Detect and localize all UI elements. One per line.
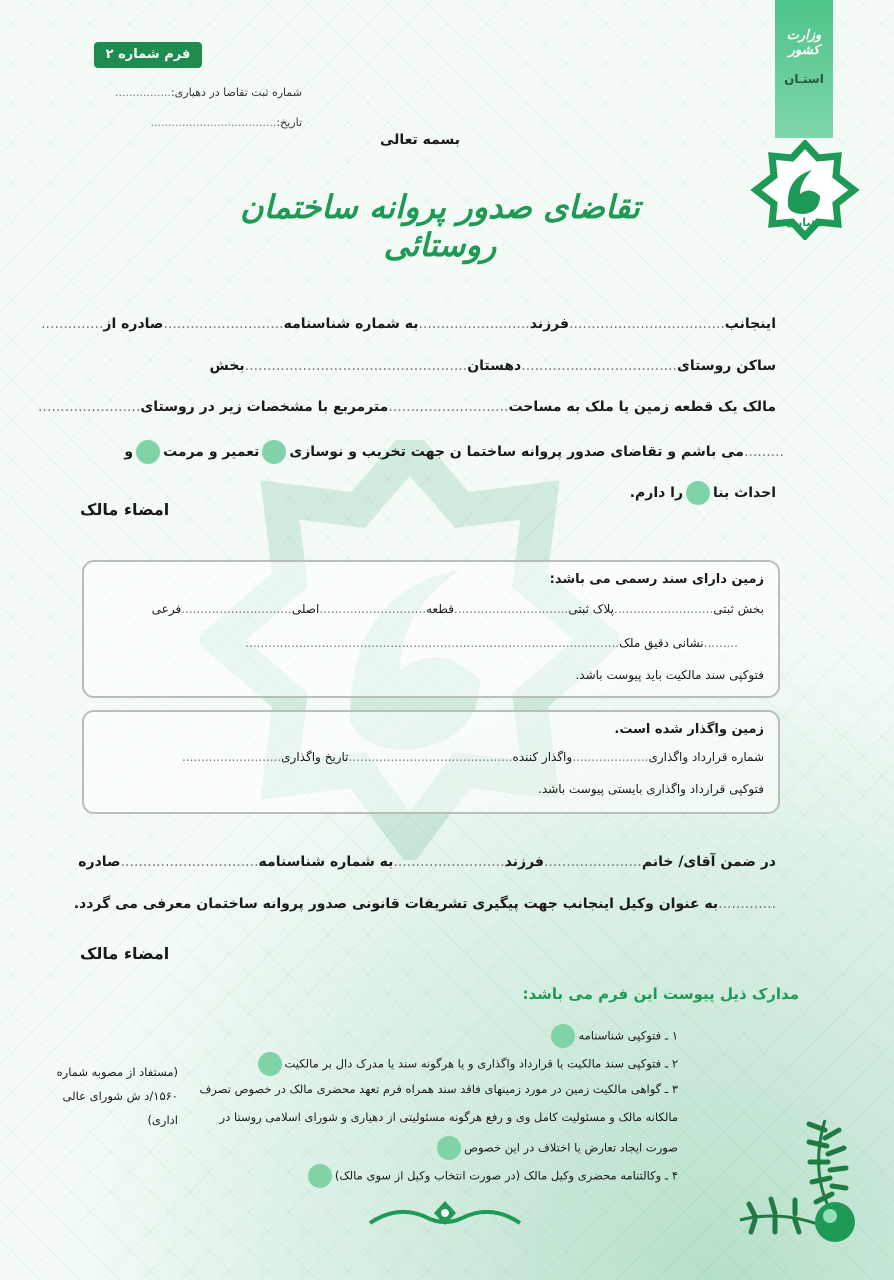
applicant-line-4: .........می باشم و تقاضای صدور پروانه ساختما ن جهت تخریب و نوسازیتعمیر و مرمتو bbox=[124, 440, 784, 464]
side-note-line-3: اداری) bbox=[147, 1113, 178, 1127]
attachment-item-3 bbox=[200, 1082, 679, 1096]
label-mr-mrs: در ضمن آقای/ خانم bbox=[641, 854, 776, 870]
label-child-of: فرزند bbox=[529, 316, 570, 332]
ministry-header-strip bbox=[775, 0, 833, 138]
attachment-item-4 bbox=[305, 1164, 678, 1188]
transfer-heading: زمین واگذار شده است. bbox=[614, 722, 764, 737]
label-attorney-id: به شماره شناسنامه bbox=[258, 854, 394, 870]
transferred-land-box bbox=[82, 710, 780, 814]
transfer-fields-row: شماره قرارداد واگذاری....................واگذار کننده...........................................تاریخ واگذاری.......................... bbox=[181, 750, 764, 764]
label-sub: فرعی bbox=[151, 602, 182, 616]
label-id-number: به شماره شناسنامه bbox=[283, 316, 419, 332]
applicant-line-3: مالک یک قطعه زمین یا ملک به مساحت...........................مترمربع با مشخصات زیر در روستای....................... bbox=[38, 399, 776, 415]
form-number-badge: فرم شماره ۲ bbox=[94, 42, 202, 68]
label-registry-section: بخش ثبتی bbox=[713, 602, 764, 616]
label-new-construction: احداث بنا bbox=[713, 485, 776, 501]
date-label: تاریخ: bbox=[276, 116, 302, 129]
registration-number-label: شماره ثبت تقاضا در دهیاری: bbox=[170, 86, 302, 99]
label-demolish-rebuild: می باشم و تقاضای صدور پروانه ساختما ن جهت تخریب و نوسازی bbox=[289, 444, 744, 460]
new-construction-checkbox[interactable] bbox=[686, 481, 710, 505]
label-attorney-issued: صادره bbox=[78, 854, 121, 870]
side-note-line-2: ۱۵۶۰/د ش شورای عالی bbox=[62, 1089, 178, 1103]
deed-note: فتوکپی سند مالکیت باید پیوست باشد. bbox=[575, 668, 764, 682]
label-address: نشانی دقیق ملک bbox=[619, 636, 704, 650]
attorney-line-2: .............به عنوان وکیل اینجانب جهت پیگیری تشریفات قانونی صدور پروانه ساختمان معرفی می گردد. bbox=[73, 896, 776, 912]
deed-heading: زمین دارای سند رسمی می باشد: bbox=[549, 572, 764, 587]
label-area: مالک یک قطعه زمین یا ملک به مساحت bbox=[508, 399, 776, 415]
label-transferor: واگذار کننده bbox=[512, 750, 573, 764]
bottom-ornament-icon bbox=[360, 1195, 530, 1235]
registration-number-line: شماره ثبت تقاضا در دهیاری:................ bbox=[114, 86, 302, 99]
date-line: تاریخ:.................................... bbox=[150, 116, 302, 129]
attachment-checkbox-4[interactable] bbox=[308, 1164, 332, 1188]
label-registry-plate: پلاک ثبتی bbox=[568, 602, 615, 616]
demolish-rebuild-checkbox[interactable] bbox=[262, 440, 286, 464]
label-village: ساکن روستای bbox=[677, 358, 776, 374]
attachment-item-1 bbox=[548, 1024, 678, 1048]
applicant-line-1: اینجانب...................................فرزند.........................به شماره شناسنامه...........................صادره از.............. bbox=[41, 316, 776, 332]
attachment-item-3-cont-1: مالکانه مالک و مسئولیت کامل وی و رفع هرگونه مسئولیتی از دهیاری و شورای اسلامی روستا در bbox=[219, 1110, 678, 1124]
official-deed-box bbox=[82, 560, 780, 698]
side-note-line-1: (مستفاد از مصوبه شماره bbox=[56, 1065, 178, 1079]
deed-fields-row: بخش ثبتی..........................پلاک ثبتی..............................قطعه............................اصلی.............................فرعی bbox=[151, 602, 764, 616]
owner-signature: امضاء مالک bbox=[80, 500, 170, 519]
owner-signature-2: امضاء مالک bbox=[80, 944, 170, 963]
repair-checkbox[interactable] bbox=[136, 440, 160, 464]
label-request: را دارم. bbox=[629, 485, 684, 501]
attorney-statement: به عنوان وکیل اینجانب جهت پیگیری تشریفات قانونی صدور پروانه ساختمان معرفی می گردد. bbox=[73, 896, 719, 912]
corner-ornament-icon bbox=[730, 1110, 870, 1250]
ministry-name: وزارت کشور bbox=[786, 28, 822, 58]
label-applicant: اینجانب bbox=[724, 316, 776, 332]
attachments-title: مدارک ذیل پیوست این فرم می باشد: bbox=[522, 985, 799, 1003]
label-attorney-child-of: فرزند bbox=[504, 854, 544, 870]
attachment-text-3b: صورت ایجاد تعارض یا اختلاف در این خصوص bbox=[464, 1140, 678, 1155]
dehyari-logo-icon bbox=[750, 140, 860, 240]
label-district: بخش bbox=[209, 358, 245, 374]
attachment-checkbox-3[interactable] bbox=[437, 1136, 461, 1160]
label-and: و bbox=[124, 444, 134, 460]
attachment-text-4: ۴ ـ وکالتنامه محضری وکیل مالک (در صورت انتخاب وکیل از سوی مالک) bbox=[334, 1168, 678, 1183]
label-parcel: قطعه bbox=[426, 602, 454, 616]
attachment-checkbox-2[interactable] bbox=[258, 1052, 282, 1076]
label-rural-district: دهستان bbox=[467, 358, 522, 374]
attachment-text-3: ۳ ـ گواهی مالکیت زمین در مورد زمینهای فاقد سند همراه فرم تعهد محضری مالک در خصوص تصرف bbox=[199, 1082, 678, 1096]
attachment-item-2 bbox=[255, 1052, 679, 1076]
deed-address-row: .........نشانی دقیق ملک.................................................................................................. bbox=[245, 636, 738, 650]
label-issued-from: صادره از bbox=[103, 316, 164, 332]
applicant-line-5 bbox=[630, 481, 776, 505]
basmala: بسمه تعالی bbox=[379, 132, 461, 148]
applicant-line-2: ساکن روستای...................................دهستان..................................................بخش bbox=[209, 358, 776, 374]
label-main: اصلی bbox=[291, 602, 320, 616]
label-transfer-date: تاریخ واگذاری bbox=[281, 750, 349, 764]
attachment-checkbox-1[interactable] bbox=[551, 1024, 575, 1048]
attachment-item-3-cont-2 bbox=[434, 1136, 678, 1160]
transfer-note: فتوکپی قرارداد واگذاری بایستی پیوست باشد. bbox=[538, 782, 764, 796]
attachment-text-2: ۲ ـ فتوکپی سند مالکیت یا قرارداد واگذاری و یا هرگونه سند یا مدرک دال بر مالکیت bbox=[284, 1056, 678, 1071]
page-title: تقاضای صدور پروانه ساختمان روستائی bbox=[240, 188, 640, 264]
province-label: استـان bbox=[784, 72, 824, 86]
label-contract-number: شماره قرارداد واگذاری bbox=[648, 750, 764, 764]
label-sqm-village: مترمربع با مشخصات زیر در روستای bbox=[140, 399, 389, 415]
legal-side-note bbox=[18, 1060, 178, 1132]
logo-text: دهیاری bbox=[785, 216, 825, 229]
label-repair: تعمیر و مرمت bbox=[163, 444, 260, 460]
attorney-line-1: در ضمن آقای/ خانم......................فرزند.........................به شماره شناسنامه...............................صادره bbox=[78, 854, 776, 870]
attachment-text-1: ۱ ـ فتوکپی شناسنامه bbox=[578, 1028, 678, 1043]
